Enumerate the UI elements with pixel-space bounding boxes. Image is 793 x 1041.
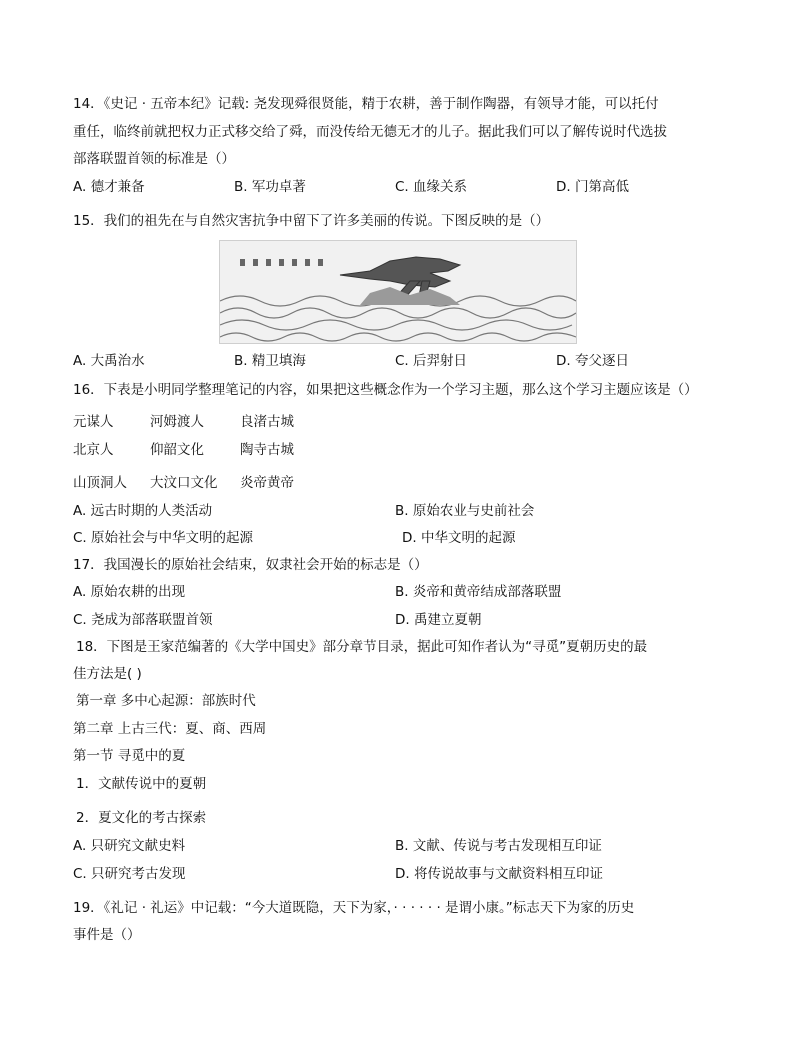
q16-stem: 16．下表是小明同学整理笔记的内容，如果把这些概念作为一个学习主题，那么这个学习主题应该是（） [73,382,698,398]
q16-table-cell: 陶寺古城 [240,442,294,458]
q16-table-cell: 山顶洞人 [73,475,127,491]
q18-stem-line2: 佳方法是( ) [73,666,142,682]
q19-stem-line2: 事件是（） [73,927,141,943]
jingwei-illustration [219,240,577,344]
q14-option-b[interactable]: B. 军功卓著 [234,179,306,195]
q18-option-a[interactable]: A. 只研究文献史料 [73,838,186,854]
q15-option-a[interactable]: A. 大禹治水 [73,353,145,369]
q16-option-d[interactable]: D. 中华文明的起源 [402,530,516,546]
q17-stem: 17．我国漫长的原始社会结束，奴隶社会开始的标志是（） [73,557,428,573]
q14-option-c[interactable]: C. 血缘关系 [395,179,468,195]
q18-toc-item: 第一节 寻觅中的夏 [73,748,186,764]
q15-option-b[interactable]: B. 精卫填海 [234,353,306,369]
q18-toc-item: 1．文献传说中的夏朝 [76,776,207,792]
q17-option-b[interactable]: B. 炎帝和黄帝结成部落联盟 [395,584,562,600]
q16-table-cell: 良渚古城 [240,414,294,430]
q16-table-cell: 仰韶文化 [150,442,204,458]
q18-toc-item: 第一章 多中心起源：部族时代 [76,693,256,709]
q17-option-c[interactable]: C. 尧成为部落联盟首领 [73,612,213,628]
q16-table-cell: 河姆渡人 [150,414,204,430]
q18-option-c[interactable]: C. 只研究考古发现 [73,866,186,882]
q16-table-cell: 炎帝黄帝 [240,475,294,491]
bird-over-sea-illustration [220,241,576,343]
q15-option-c[interactable]: C. 后羿射日 [395,353,468,369]
q15-stem: 15．我们的祖先在与自然灾害抗争中留下了许多美丽的传说。下图反映的是（） [73,213,550,229]
q15-option-d[interactable]: D. 夸父逐日 [556,353,629,369]
q16-option-b[interactable]: B. 原始农业与史前社会 [395,503,535,519]
q18-option-d[interactable]: D. 将传说故事与文献资料相互印证 [395,866,603,882]
q14-stem-line1: 14．《史记 · 五帝本纪》记载: 尧发现舜很贤能，精于农耕，善于制作陶器，有领导才能，可以托付 [73,96,659,112]
q18-toc-item: 第二章 上古三代：夏、商、西周 [73,721,267,737]
q17-option-d[interactable]: D. 禹建立夏朝 [395,612,482,628]
q18-option-b[interactable]: B. 文献、传说与考古发现相互印证 [395,838,602,854]
q14-option-d[interactable]: D. 门第高低 [556,179,629,195]
q14-option-a[interactable]: A. 德才兼备 [73,179,145,195]
q14-stem-line3: 部落联盟首领的标准是（） [73,151,235,167]
q16-option-a[interactable]: A. 远古时期的人类活动 [73,503,213,519]
q16-table-cell: 大汶口文化 [150,475,218,491]
q16-option-c[interactable]: C. 原始社会与中华文明的起源 [73,530,254,546]
q14-stem-line2: 重任，临终前就把权力正式移交给了舜，而没传给无德无才的儿子。据此我们可以了解传说时代选拔 [73,124,667,140]
q16-table-cell: 北京人 [73,442,114,458]
q18-stem-line1: 18．下图是王家范编著的《大学中国史》部分章节目录，据此可知作者认为“寻觅”夏朝历史的最 [76,639,648,655]
q17-option-a[interactable]: A. 原始农耕的出现 [73,584,186,600]
q18-toc-item: 2．夏文化的考古探索 [76,810,207,826]
q16-table-cell: 元谋人 [73,414,114,430]
q19-stem-line1: 19．《礼记 · 礼运》中记载：“今大道既隐，天下为家，· · · · · · 是谓小康。”标志天下为家的历史 [73,900,635,916]
